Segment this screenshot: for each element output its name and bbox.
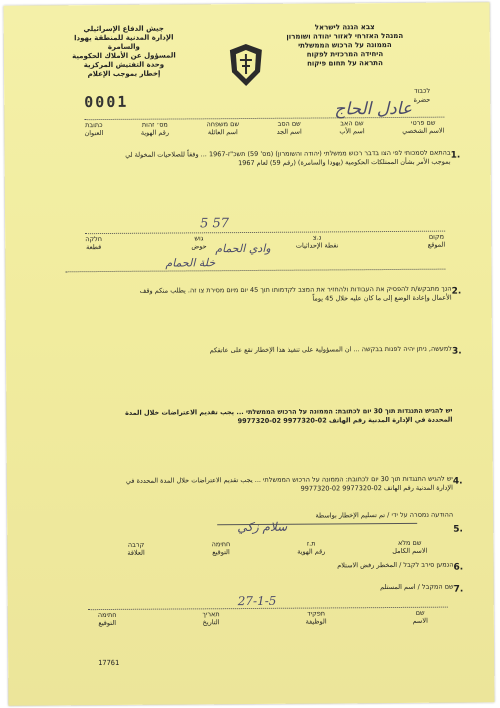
field-grandfather: שם הסב اسم الجد: [276, 119, 302, 136]
paragraph-number: 7.: [453, 584, 464, 595]
handwritten-description: خلة الحمام: [165, 256, 216, 270]
field-officer-role: תפקיד الوظيفة: [305, 609, 327, 626]
receipt-line: [217, 523, 417, 539]
field-officer-name: שם الاسم: [412, 608, 428, 625]
addressee-hebrew: לכבוד: [413, 86, 431, 95]
paragraph-number: 2.: [451, 286, 462, 297]
field-address: כתובת العنوان: [84, 121, 104, 138]
paragraph-4b: יש להגיש התנגדות תוך 30 יום לכתובת: הממונה על הרכוש הממשלתי ... يجب تقديم الاعتراضات خلال المدة المحددة في الإدارة المدنية رقم الهاتف 02-9977320 02-9977320: [125, 474, 453, 493]
paragraph-4: יש להגיש התנגדות תוך 30 יום לכתובת: הממונה על הרכוש הממשלתי ... يجب تقديم الاعتراضات خلال المدة المحددة في الإدارة المدنية رقم الهاتف 02-9977320 02-9977320: [125, 406, 453, 425]
notice-form: [4, 2, 495, 705]
field-father: שם האב اسم الأب: [339, 119, 365, 136]
field-first-name: שם פרטי الاسم الشخصي: [402, 118, 445, 135]
paragraph-5: ההודעה נמסרה על ידי / تم تسليم الإخطار بواسطة: [315, 510, 454, 520]
hebrew-header-line: היחידה המרכזית לפקוח: [306, 50, 384, 59]
officer-signature-row: [98, 609, 428, 627]
paragraph-7: שם המקבל / اسم المستلم: [380, 582, 454, 592]
hebrew-header-line: התראה על תחום פיקוח: [307, 59, 383, 68]
field-receiver-id: ת.ז رقم الهوية: [297, 539, 326, 556]
serial-number: 0001: [84, 92, 129, 112]
field-place: מקום الموقع: [427, 232, 446, 249]
paragraph-number: 1.: [450, 150, 461, 161]
field-family: שם משפחה اسم العائلة: [206, 120, 240, 137]
paragraph-6: הנמען סירב לקבל / المخطر رفض الاستلام: [337, 560, 454, 570]
hebrew-header-line: הממונה על הרכוש הממשלתי: [298, 40, 392, 50]
paragraph-number: 4.: [452, 476, 463, 487]
hebrew-header: [270, 23, 420, 69]
addressee-label: [413, 87, 430, 105]
addressee-arabic: حضرة: [413, 95, 431, 104]
hebrew-header-line: המנהל האזרחי לאזור יהודה ושומרון: [286, 31, 404, 41]
arabic-header-line: وحدة التفتيش المركزية: [83, 60, 165, 70]
field-relation: קרבה العلاقة: [127, 540, 145, 557]
handwritten-name: عادل الحاج: [334, 98, 413, 120]
handwritten-land: 5 57: [200, 216, 230, 232]
field-id: מס׳ זהות رقم الهوية: [140, 120, 169, 137]
paragraph-number: 3.: [451, 346, 462, 357]
idf-emblem-icon: [228, 42, 264, 86]
person-fields-row: [84, 119, 444, 138]
arabic-header-line: المسؤول عن الأملاك الحكومية: [72, 51, 176, 61]
field-coordinates: נ.צ نقطة الإحداثيات: [295, 233, 339, 250]
arabic-header-line: جيش الدفاع الإسرائيلي: [83, 24, 164, 34]
handwritten-date: 27-1-5: [237, 593, 277, 609]
paragraph-2: הנך מתבקש/ת להפסיק את העבודות ולהחזיר את המצב לקדמותו תוך 45 יום מיום מסירת צו זה. يطلب منكم وقف الأعمال وإعادة الوضع إلى ما كان عليه خلال 45 يوماً: [139, 284, 452, 303]
field-officer-date: תאריך التاريخ: [202, 610, 220, 627]
paragraph-3: למעשה, ניתן יהיה לפנות בבקשה ... ان المسؤولية على تنفيذ هذا الإخطار تقع على عاتقكم: [209, 344, 452, 355]
handwritten-receiver: سلام زكي: [237, 519, 288, 535]
field-parcel: חלקה قطعة: [85, 235, 103, 252]
form-code: 17761: [98, 658, 120, 668]
field-signature: חתימה التوقيع: [211, 540, 231, 557]
arabic-header: [64, 24, 184, 79]
receipt-fields-row: [127, 539, 427, 557]
hebrew-header-line: צבא הגנה לישראל: [314, 23, 375, 32]
arabic-header-line: الإدارة المدنية للمنطقة يهودا والسامرة: [74, 33, 174, 51]
paragraph-1: בהתאם לסמכותי לפי הצו בדבר רכוש ממשלתי (יהודה והשומרון) (מס' 59) תשכ"ז-1967 ... وفقاً للصلاحيات المخولة لي بموجب الأمر بشأن الممتلكات الحكومية (يهودا والسامرة) (رقم 59) لعام 1967: [125, 148, 451, 167]
arabic-header-line: إخطار بموجب الإعلام: [87, 69, 161, 79]
handwritten-place: وادي الحمام: [215, 241, 271, 256]
field-block: גוש حوض: [191, 234, 207, 251]
paragraph-number: 5.: [453, 524, 463, 535]
field-officer-signature: חתימה التوقيع: [97, 610, 117, 628]
description-underline: [65, 269, 445, 273]
field-full-name: שם מלא الاسم الكامل: [392, 538, 428, 556]
paragraph-number: 6.: [453, 562, 464, 573]
